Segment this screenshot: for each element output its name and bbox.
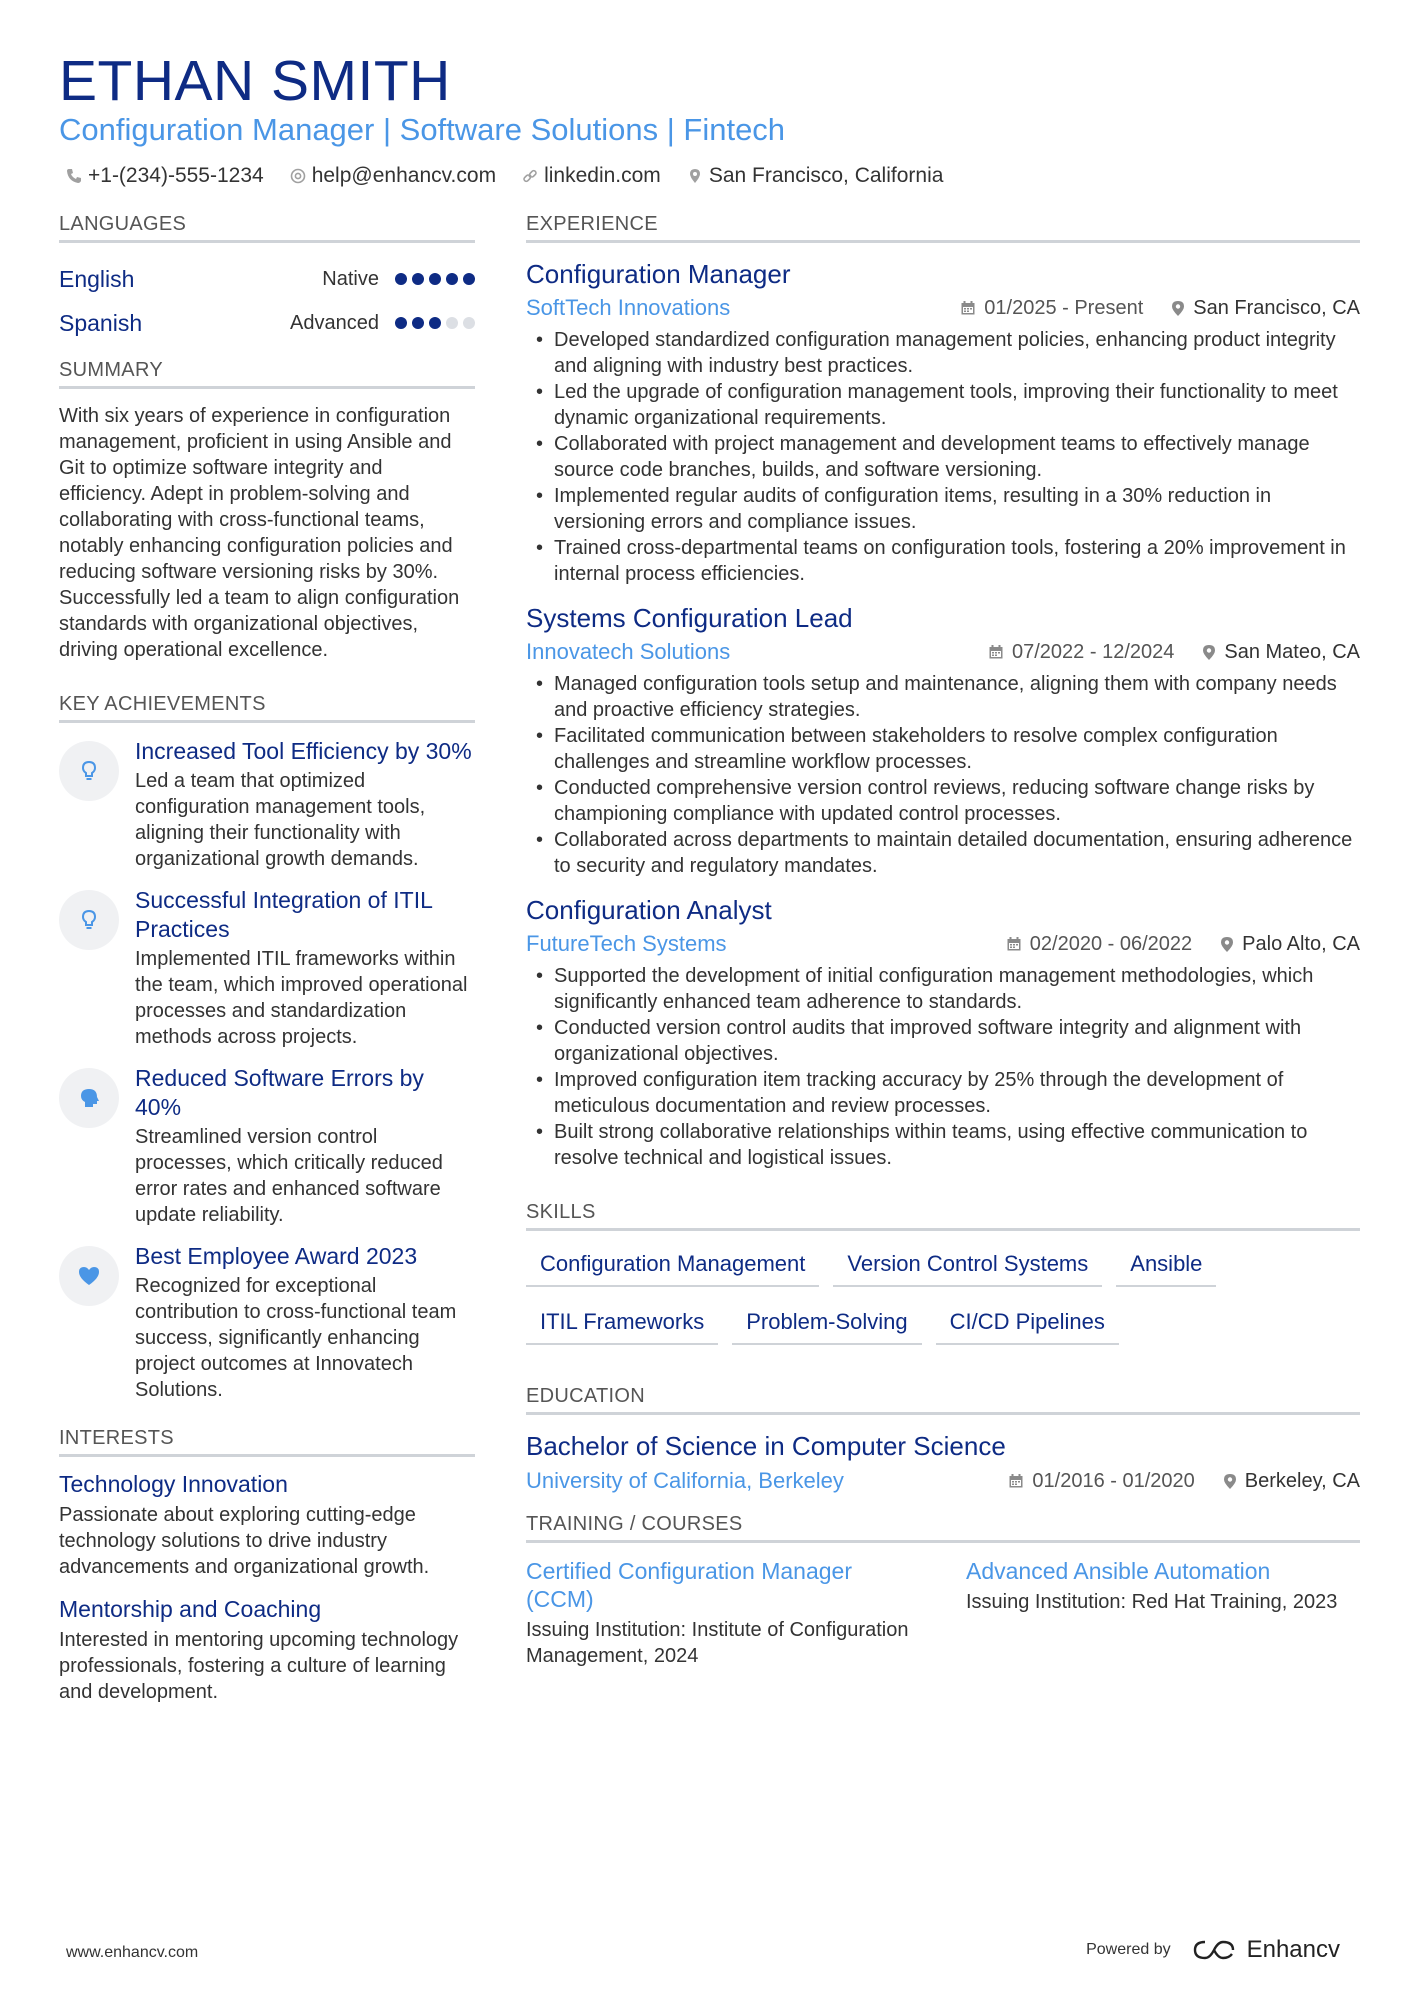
achievement-item bbox=[59, 1242, 475, 1403]
lightbulb-icon bbox=[59, 741, 119, 801]
job-bullet: • Conducted version control audits that improved software integrity and alignment with organizational objectives. bbox=[526, 1015, 1360, 1067]
achievement-desc: Implemented ITIL frameworks within the team, which improved operational processes and standardization methods across projects. bbox=[135, 948, 468, 1048]
skill-tag: Problem-Solving bbox=[732, 1303, 921, 1345]
job-location: San Francisco, CA bbox=[1171, 297, 1360, 320]
heart-icon bbox=[59, 1246, 119, 1306]
brand-logo[interactable]: Enhancv bbox=[1191, 1936, 1340, 1964]
calendar-icon bbox=[1008, 1473, 1024, 1489]
job-bullet: • Facilitated communication between stakeholders to resolve complex configuration challenges and streamline workflow processes. bbox=[526, 723, 1360, 775]
achievement-item bbox=[59, 1064, 475, 1228]
achievement-item bbox=[59, 737, 475, 872]
job-bullet: • Supported the development of initial configuration management methodologies, which significantly enhanced team adherence to standards. bbox=[526, 963, 1360, 1015]
rating-dot-filled bbox=[463, 273, 475, 285]
courses-list bbox=[526, 1557, 1360, 1669]
powered-by-label: Powered by bbox=[1086, 1941, 1171, 1958]
job-location: Palo Alto, CA bbox=[1220, 933, 1360, 956]
rating-dot-filled bbox=[446, 273, 458, 285]
job-bullet: • Managed configuration tools setup and maintenance, aligning them with company needs and proactive efficiency strategies. bbox=[526, 671, 1360, 723]
skills-list bbox=[526, 1245, 1360, 1345]
course-desc: Issuing Institution: Red Hat Training, 2023 bbox=[966, 1591, 1338, 1613]
phone-icon bbox=[66, 168, 82, 184]
interests-heading: INTERESTS bbox=[59, 1427, 475, 1457]
achievement-desc: Streamlined version control processes, which critically reduced error rates and enhanced software update reliability. bbox=[135, 1126, 443, 1226]
interest-title: Technology Innovation bbox=[59, 1471, 288, 1497]
location-icon bbox=[1202, 644, 1216, 661]
achievements-list bbox=[59, 737, 475, 1403]
language-item bbox=[59, 301, 475, 345]
language-rating bbox=[395, 317, 475, 329]
at-icon bbox=[290, 168, 306, 184]
calendar-icon bbox=[988, 644, 1004, 660]
rating-dot-filled bbox=[429, 317, 441, 329]
rating-dot-filled bbox=[395, 273, 407, 285]
education-heading: EDUCATION bbox=[526, 1385, 1360, 1415]
skill-tag: Ansible bbox=[1116, 1245, 1216, 1287]
job-dates: 02/2020 - 06/2022 bbox=[1006, 933, 1192, 956]
job-meta bbox=[526, 291, 1360, 325]
head-brain-icon bbox=[59, 1068, 119, 1128]
job-entry bbox=[526, 601, 1360, 879]
job-location: San Mateo, CA bbox=[1202, 641, 1360, 664]
skill-tag: CI/CD Pipelines bbox=[936, 1303, 1119, 1345]
job-company: SoftTech Innovations bbox=[526, 295, 731, 320]
course-item bbox=[526, 1557, 926, 1669]
job-bullet: • Trained cross-departmental teams on configuration tools, fostering a 20% improvement in internal process efficiencies. bbox=[526, 535, 1360, 587]
job-title: Configuration Analyst bbox=[526, 895, 772, 925]
enhancv-logo-icon bbox=[1191, 1938, 1237, 1962]
interest-desc: Passionate about exploring cutting-edge technology solutions to drive industry advancements and organizational growth. bbox=[59, 1504, 430, 1578]
footer-branding bbox=[1086, 1936, 1340, 1964]
location-icon bbox=[687, 168, 703, 184]
education-entry bbox=[526, 1429, 1360, 1499]
job-bullet: • Implemented regular audits of configuration items, resulting in a 30% reduction in versioning errors and compliance issues. bbox=[526, 483, 1360, 535]
interests-list bbox=[59, 1471, 475, 1705]
education-meta bbox=[526, 1463, 1360, 1499]
achievements-heading: KEY ACHIEVEMENTS bbox=[59, 693, 475, 723]
education-dates: 01/2016 - 01/2020 bbox=[1008, 1470, 1194, 1493]
location-icon bbox=[1171, 300, 1185, 317]
education-location: Berkeley, CA bbox=[1223, 1470, 1360, 1493]
rating-dot-filled bbox=[429, 273, 441, 285]
candidate-title: Configuration Manager | Software Solutions | Fintech bbox=[59, 112, 786, 147]
contact-email[interactable]: help@enhancv.com bbox=[290, 164, 496, 188]
language-level: Advanced bbox=[290, 311, 379, 334]
language-name: English bbox=[59, 265, 135, 292]
rating-dot-empty bbox=[446, 317, 458, 329]
job-dates: 07/2022 - 12/2024 bbox=[988, 641, 1174, 664]
experience-heading: EXPERIENCE bbox=[526, 213, 1360, 243]
job-bullets bbox=[526, 671, 1360, 879]
skill-tag: Configuration Management bbox=[526, 1245, 819, 1287]
contact-phone[interactable]: +1-(234)-555-1234 bbox=[66, 164, 264, 188]
achievement-item bbox=[59, 886, 475, 1050]
contact-bar bbox=[66, 164, 943, 188]
job-bullet: • Improved configuration item tracking accuracy by 25% through the development of meticulous documentation and review processes. bbox=[526, 1067, 1360, 1119]
rating-dot-empty bbox=[463, 317, 475, 329]
language-item bbox=[59, 257, 475, 301]
calendar-icon bbox=[960, 300, 976, 316]
job-bullet: • Conducted comprehensive version control reviews, reducing software change risks by championing compliance with updated control processes. bbox=[526, 775, 1360, 827]
achievement-title: Increased Tool Efficiency by 30% bbox=[135, 738, 472, 764]
job-bullet: • Built strong collaborative relationships within teams, using effective communication to resolve technical and logistical issues. bbox=[526, 1119, 1360, 1171]
education-degree: Bachelor of Science in Computer Science bbox=[526, 1431, 1006, 1461]
course-title: Certified Configuration Manager (CCM) bbox=[526, 1558, 853, 1612]
calendar-icon bbox=[1006, 936, 1022, 952]
interest-item bbox=[59, 1596, 475, 1705]
skills-heading: SKILLS bbox=[526, 1201, 1360, 1231]
rating-dot-filled bbox=[412, 273, 424, 285]
languages-list bbox=[59, 257, 475, 345]
link-icon bbox=[522, 168, 538, 184]
course-title: Advanced Ansible Automation bbox=[966, 1558, 1271, 1584]
job-bullets bbox=[526, 963, 1360, 1171]
summary-heading: SUMMARY bbox=[59, 359, 475, 389]
achievement-desc: Recognized for exceptional contribution to cross-functional team success, significantly enhancing project outcomes at Innovatech Solutions. bbox=[135, 1275, 457, 1401]
achievement-title: Reduced Software Errors by 40% bbox=[135, 1065, 424, 1120]
courses-heading: TRAINING / COURSES bbox=[526, 1513, 1360, 1543]
contact-location: San Francisco, California bbox=[687, 164, 944, 188]
job-bullet: • Led the upgrade of configuration management tools, improving their functionality to meet dynamic organizational requirements. bbox=[526, 379, 1360, 431]
job-bullets bbox=[526, 327, 1360, 587]
course-item bbox=[966, 1557, 1356, 1669]
languages-heading: LANGUAGES bbox=[59, 213, 475, 243]
interest-item bbox=[59, 1471, 475, 1580]
job-title: Systems Configuration Lead bbox=[526, 603, 853, 633]
rating-dot-filled bbox=[412, 317, 424, 329]
contact-linkedin[interactable]: linkedin.com bbox=[522, 164, 661, 188]
left-column bbox=[59, 213, 475, 1721]
course-desc: Issuing Institution: Institute of Configuration Management, 2024 bbox=[526, 1619, 909, 1667]
job-bullet: • Collaborated across departments to maintain detailed documentation, ensuring adherence to security and regulatory mandates. bbox=[526, 827, 1360, 879]
job-meta bbox=[526, 635, 1360, 669]
job-dates: 01/2025 - Present bbox=[960, 297, 1143, 320]
job-entry bbox=[526, 257, 1360, 587]
location-icon bbox=[1223, 1473, 1237, 1490]
achievement-desc: Led a team that optimized configuration management tools, aligning their functionality with organizational growth demands. bbox=[135, 770, 426, 870]
language-level: Native bbox=[322, 267, 379, 290]
education-school: University of California, Berkeley bbox=[526, 1468, 844, 1493]
achievement-title: Best Employee Award 2023 bbox=[135, 1243, 418, 1269]
language-name: Spanish bbox=[59, 309, 143, 336]
job-bullet: • Developed standardized configuration management policies, enhancing product integrity and aligning with industry best practices. bbox=[526, 327, 1360, 379]
skill-tag: ITIL Frameworks bbox=[526, 1303, 718, 1345]
footer-website[interactable]: www.enhancv.com bbox=[66, 1944, 199, 1961]
job-company: FutureTech Systems bbox=[526, 931, 727, 956]
location-icon bbox=[1220, 936, 1234, 953]
rating-dot-filled bbox=[395, 317, 407, 329]
job-entry bbox=[526, 893, 1360, 1171]
job-bullet: • Collaborated with project management and development teams to effectively manage source code branches, builds, and software versioning. bbox=[526, 431, 1360, 483]
candidate-name: ETHAN SMITH bbox=[59, 49, 451, 113]
lightbulb-icon bbox=[59, 890, 119, 950]
interest-title: Mentorship and Coaching bbox=[59, 1596, 322, 1622]
interest-desc: Interested in mentoring upcoming technology professionals, fostering a culture of learning and development. bbox=[59, 1629, 459, 1703]
summary-text: With six years of experience in configuration management, proficient in using Ansible and Git to optimize software integrity and efficiency. Adept in problem-solving and collaborating with cross-functional teams, notably enhancing configuration policies and reducing software versioning risks by 30%. Successfully led a team to align configuration standards with organizational objectives, driving operational excellence. bbox=[59, 405, 460, 661]
right-column bbox=[526, 213, 1360, 1669]
job-title: Configuration Manager bbox=[526, 259, 791, 289]
achievement-title: Successful Integration of ITIL Practices bbox=[135, 887, 433, 942]
job-company: Innovatech Solutions bbox=[526, 639, 731, 664]
job-meta bbox=[526, 927, 1360, 961]
skill-tag: Version Control Systems bbox=[833, 1245, 1102, 1287]
language-rating bbox=[395, 273, 475, 285]
